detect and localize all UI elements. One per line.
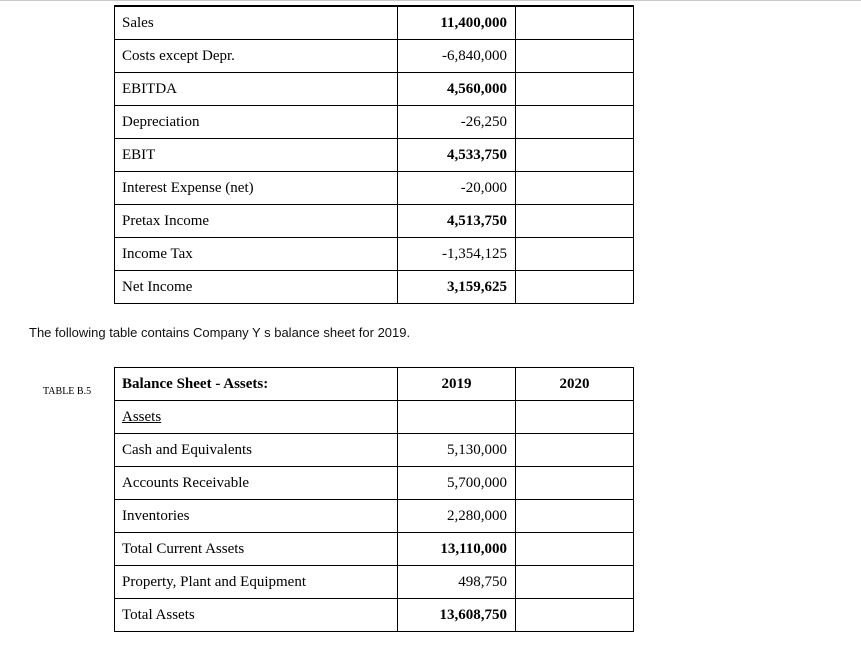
empty-cell <box>516 533 634 566</box>
value-cell: 4,533,750 <box>398 139 516 172</box>
empty-cell <box>516 238 634 271</box>
value-cell: 4,560,000 <box>398 73 516 106</box>
value-cell: 11,400,000 <box>398 6 516 40</box>
empty-cell <box>516 467 634 500</box>
empty-cell <box>516 500 634 533</box>
table-row <box>115 205 634 238</box>
table-header-row <box>115 368 634 401</box>
row-label: Property, Plant and Equipment <box>115 566 398 599</box>
column-header-2019: 2019 <box>398 368 516 401</box>
empty-cell <box>516 6 634 40</box>
row-label: Costs except Depr. <box>115 40 398 73</box>
empty-cell <box>516 40 634 73</box>
value-cell: 4,513,750 <box>398 205 516 238</box>
value-cell: -26,250 <box>398 106 516 139</box>
value-cell: 498,750 <box>398 566 516 599</box>
empty-cell <box>516 401 634 434</box>
table-row <box>115 106 634 139</box>
table-row <box>115 271 634 304</box>
value-cell: -1,354,125 <box>398 238 516 271</box>
table-row <box>115 401 634 434</box>
table-row <box>115 599 634 632</box>
value-cell: 13,110,000 <box>398 533 516 566</box>
empty-cell <box>516 73 634 106</box>
top-divider <box>0 0 861 1</box>
table-row <box>115 238 634 271</box>
row-label: Income Tax <box>115 238 398 271</box>
table-row <box>115 467 634 500</box>
table-row <box>115 6 634 40</box>
value-cell: -20,000 <box>398 172 516 205</box>
empty-cell <box>516 172 634 205</box>
table-row <box>115 139 634 172</box>
table-row <box>115 566 634 599</box>
row-label: Interest Expense (net) <box>115 172 398 205</box>
empty-cell <box>516 106 634 139</box>
table-label: TABLE B.5 <box>43 386 92 397</box>
row-label: Total Current Assets <box>115 533 398 566</box>
empty-cell <box>516 139 634 172</box>
table-row <box>115 40 634 73</box>
table-row <box>115 533 634 566</box>
row-label: Inventories <box>115 500 398 533</box>
value-cell <box>398 401 516 434</box>
empty-cell <box>516 566 634 599</box>
value-cell: -6,840,000 <box>398 40 516 73</box>
row-label: EBITDA <box>115 73 398 106</box>
row-label: Pretax Income <box>115 205 398 238</box>
empty-cell <box>516 599 634 632</box>
balance-sheet-table <box>114 367 634 632</box>
column-header-2020: 2020 <box>516 368 634 401</box>
value-cell: 13,608,750 <box>398 599 516 632</box>
value-cell: 5,700,000 <box>398 467 516 500</box>
table-row <box>115 73 634 106</box>
row-label: Accounts Receivable <box>115 467 398 500</box>
header-label: Balance Sheet - Assets: <box>115 368 398 401</box>
empty-cell <box>516 434 634 467</box>
row-label: Net Income <box>115 271 398 304</box>
empty-cell <box>516 271 634 304</box>
table-row <box>115 434 634 467</box>
table-row <box>115 500 634 533</box>
row-label: Sales <box>115 6 398 40</box>
row-label: Cash and Equivalents <box>115 434 398 467</box>
income-statement-table <box>114 5 634 304</box>
row-label: Total Assets <box>115 599 398 632</box>
row-label: EBIT <box>115 139 398 172</box>
value-cell: 3,159,625 <box>398 271 516 304</box>
value-cell: 5,130,000 <box>398 434 516 467</box>
row-label: Depreciation <box>115 106 398 139</box>
table-row <box>115 172 634 205</box>
empty-cell <box>516 205 634 238</box>
value-cell: 2,280,000 <box>398 500 516 533</box>
section-label: Assets <box>115 401 398 434</box>
balance-sheet-caption: The following table contains Company Y s balance sheet for 2019. <box>29 325 411 340</box>
